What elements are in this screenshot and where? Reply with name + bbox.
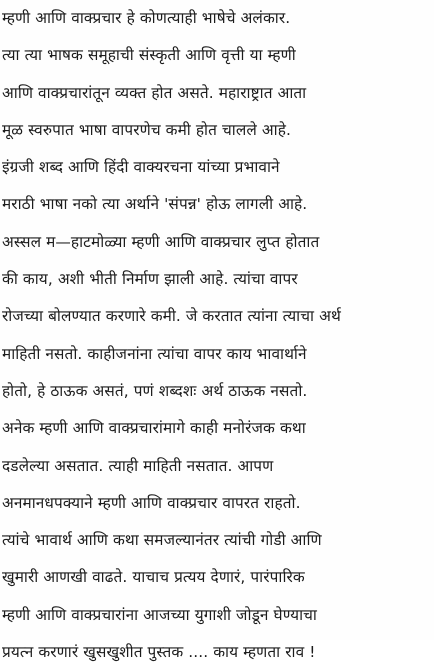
text-line-11: होतो, हे ठाऊक असतं, पणं शब्दशः अर्थ ठाऊक नसतो. (2, 381, 308, 400)
text-line-1: म्हणी आणि वाक्प्रचार हे कोणत्याही भाषेचे अलंकार. (2, 9, 291, 27)
text-line-6: मराठी भाषा नको त्या अर्थाने 'संपन्न' होऊ लागली आहे. (2, 195, 308, 214)
text-line-8: की काय, अशी भीती निर्माण झाली आहे. त्यांचा वापर (2, 270, 298, 289)
text-line-3: आणि वाक्प्रचारांतून व्यक्त होत असते. महाराष्ट्रात आता (2, 83, 307, 102)
text-line-17: म्हणी आणि वाक्प्रचारांना आजच्या युगाशी जोडून घेण्याचा (2, 605, 318, 624)
text-line-4: मूळ स्वरुपात भाषा वापरणेच कमी होत चालले आहे. (2, 120, 292, 139)
text-line-5: इंग्रजी शब्द आणि हिंदी वाक्यरचना यांच्या प्रभावाने (2, 158, 280, 177)
text-line-14: अनमानधपक्याने म्हणी आणि वाक्प्रचार वापरत राहतो. (2, 493, 301, 512)
text-line-10: माहिती नसतो. काहीजनांना त्यांचा वापर काय भावार्थाने (2, 344, 307, 363)
text-line-9: रोजच्या बोलण्यात करणारे कमी. जे करतात त्यांना त्याचा अर्थ (2, 307, 341, 326)
text-line-15: त्यांचे भावार्थ आणि कथा समजल्यानंतर त्यांची गोडी आणि (2, 531, 322, 550)
text-line-16: खुमारी आणखी वाढते. याचाच प्रत्यय देणारं, पारंपारिक (2, 568, 305, 587)
text-line-7: अस्सल म—हाटमोळ्या म्हणी आणि वाक्प्रचार लुप्त होतात (2, 232, 320, 251)
text-line-2: त्या त्या भाषक समूहाची संस्कृती आणि वृत्ती या म्हणी (2, 46, 296, 65)
text-line-18: प्रयत्न करणारं खुसखुशीत पुस्तक .... काय म्हणता राव ! (2, 643, 316, 662)
text-line-12: अनेक म्हणी आणि वाक्प्रचारांमागे काही मनोरंजक कथा (2, 419, 306, 438)
text-line-13: दडलेल्या असतात. त्याही माहिती नसतात. आपण (2, 456, 274, 475)
body-paragraph (2, 0, 432, 671)
